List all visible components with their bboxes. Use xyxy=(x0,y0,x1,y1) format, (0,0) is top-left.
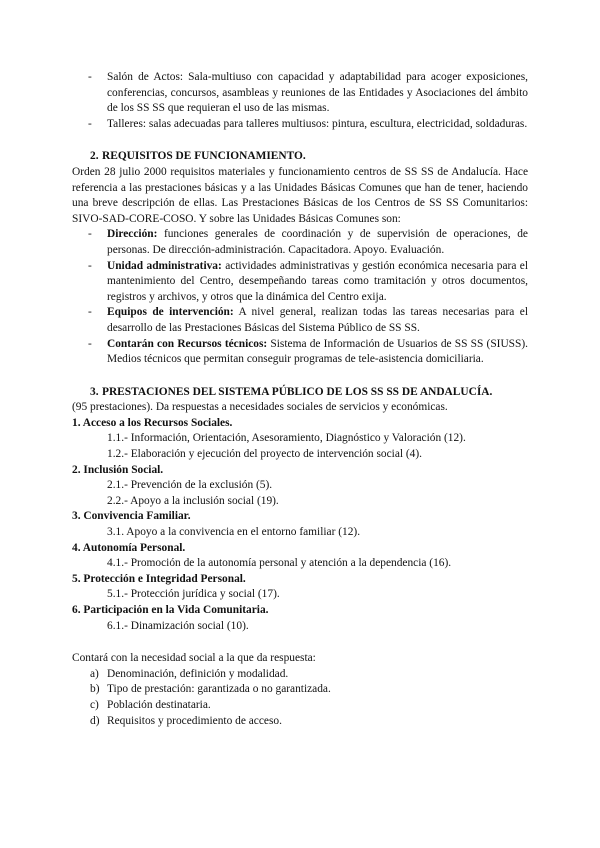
item-letter: b) xyxy=(90,683,100,696)
bullet-term: Contarán con Recursos técnicos: xyxy=(107,337,268,350)
dash-bullet-icon: - xyxy=(88,306,92,319)
section-intro: Orden 28 julio 2000 requisitos materiales y funcionamiento centros de SS SS de Andalucía. Hace referencia a las prestaciones básicas y a las Unidades Básicas Comunes que han de tener, haciendo una breve descripción de ellas. Las Prestaciones Básicas de los Centros de SS SS Comunitarios: SIVO-SAD-CORE-COSO. Y sobre las Unidades Básicas Comunes son: xyxy=(72,165,528,225)
item-text: Tipo de prestación: garantizada o no garantizada. xyxy=(107,683,331,696)
category-title: 6. Participación en la Vida Comunitaria. xyxy=(72,604,269,616)
item-letter: a) xyxy=(90,667,99,680)
bullet-text: Talleres: salas adecuadas para talleres multiusos: pintura, escultura, electricidad, soldaduras. xyxy=(107,117,528,130)
bullet-text: Salón de Actos: Sala-multiuso con capacidad y adaptabilidad para acoger exposiciones, conferencias, concursos, asambleas y reuniones de las Entidades y Asociaciones del ámbito de los SS SS que requieran el uso de las mismas. xyxy=(107,71,528,115)
category-item: 1.2.- Elaboración y ejecución del proyecto de intervención social (4). xyxy=(107,448,423,461)
category-title: 3. Convivencia Familiar. xyxy=(72,510,191,523)
bullet-text: funciones generales de coordinación y de supervisión de operaciones, de personas. De dirección-administración. Capacitadora. Apoyo. Evaluación. xyxy=(107,228,528,256)
category-item: 2.1.- Prevención de la exclusión (5). xyxy=(107,479,273,492)
category-title: 5. Protección e Integridad Personal. xyxy=(72,572,246,585)
dash-bullet-icon: - xyxy=(88,228,92,241)
list-item xyxy=(72,667,528,683)
category-item: 2.2.- Apoyo a la inclusión social (19). xyxy=(107,494,279,507)
item-text: Requisitos y procedimiento de acceso. xyxy=(107,714,282,727)
facilities-list xyxy=(72,70,528,132)
section-number: 2. xyxy=(90,150,99,163)
list-item xyxy=(72,227,528,258)
list-item xyxy=(72,682,528,698)
document-page xyxy=(72,70,528,729)
list-item xyxy=(72,698,528,714)
category-item: 5.1.- Protección jurídica y social (17). xyxy=(107,588,280,601)
item-letter: c) xyxy=(90,698,99,711)
bullet-term: Unidad administrativa: xyxy=(107,259,222,272)
list-item xyxy=(72,259,528,306)
category-item: 1.1.- Información, Orientación, Asesoramiento, Diagnóstico y Valoración (12). xyxy=(107,432,466,445)
spacer xyxy=(72,634,528,651)
list-item xyxy=(72,305,528,336)
category-title: 2. Inclusión Social. xyxy=(72,463,164,476)
dash-bullet-icon: - xyxy=(88,71,92,83)
item-text: Denominación, definición y modalidad. xyxy=(107,667,289,680)
category-title: 1. Acceso a los Recursos Sociales. xyxy=(72,416,233,429)
section-number: 3. xyxy=(90,385,99,398)
section-heading xyxy=(72,149,528,165)
bullet-term: Dirección: xyxy=(107,228,158,241)
bullet-term: Equipos de intervención: xyxy=(107,306,234,319)
section-title: REQUISITOS DE FUNCIONAMIENTO. xyxy=(102,150,306,163)
list-item xyxy=(72,117,528,133)
dash-bullet-icon: - xyxy=(88,259,92,272)
section-intro: (95 prestaciones). Da respuestas a necesidades sociales de servicios y económicas. xyxy=(72,401,448,414)
item-text: Población destinataria. xyxy=(107,698,211,711)
bullet-text: A nivel general, realizan todas las tareas necesarias para el desarrollo de las Prestaciones Básicas del Sistema Público de SS SS. xyxy=(107,306,529,334)
category-item: 3.1. Apoyo a la convivencia en el entorno familiar (12). xyxy=(107,526,361,539)
category-item: 4.1.- Promoción de la autonomía personal y atención a la dependencia (16). xyxy=(107,557,452,570)
list-item xyxy=(72,70,528,117)
closing-intro: Contará con la necesidad social a la que da respuesta: xyxy=(72,652,316,665)
dash-bullet-icon: - xyxy=(88,337,92,350)
section-title: PRESTACIONES DEL SISTEMA PÚBLICO DE LOS SS SS DE ANDALUCÍA. xyxy=(102,385,493,398)
dash-bullet-icon: - xyxy=(88,117,92,130)
category-item: 6.1.- Dinamización social (10). xyxy=(107,619,249,632)
list-item xyxy=(72,337,528,368)
category-title: 4. Autonomía Personal. xyxy=(72,541,186,554)
list-item xyxy=(72,714,528,730)
bullet-text: actividades administrativas y gestión económica necesaria para el mantenimiento del Centro, desempeñando tareas como tramitación y otros documentos, registros y archivos, y otros que la dinámica del Centro exija. xyxy=(107,259,529,303)
section-heading xyxy=(72,385,528,401)
units-list xyxy=(72,227,528,367)
item-letter: d) xyxy=(90,714,100,727)
bullet-text: Sistema de Información de Usuarios de SS SS (SIUSS). Medios técnicos que permitan conseguir programas de tele-asistencia domiciliaria. xyxy=(107,337,528,366)
